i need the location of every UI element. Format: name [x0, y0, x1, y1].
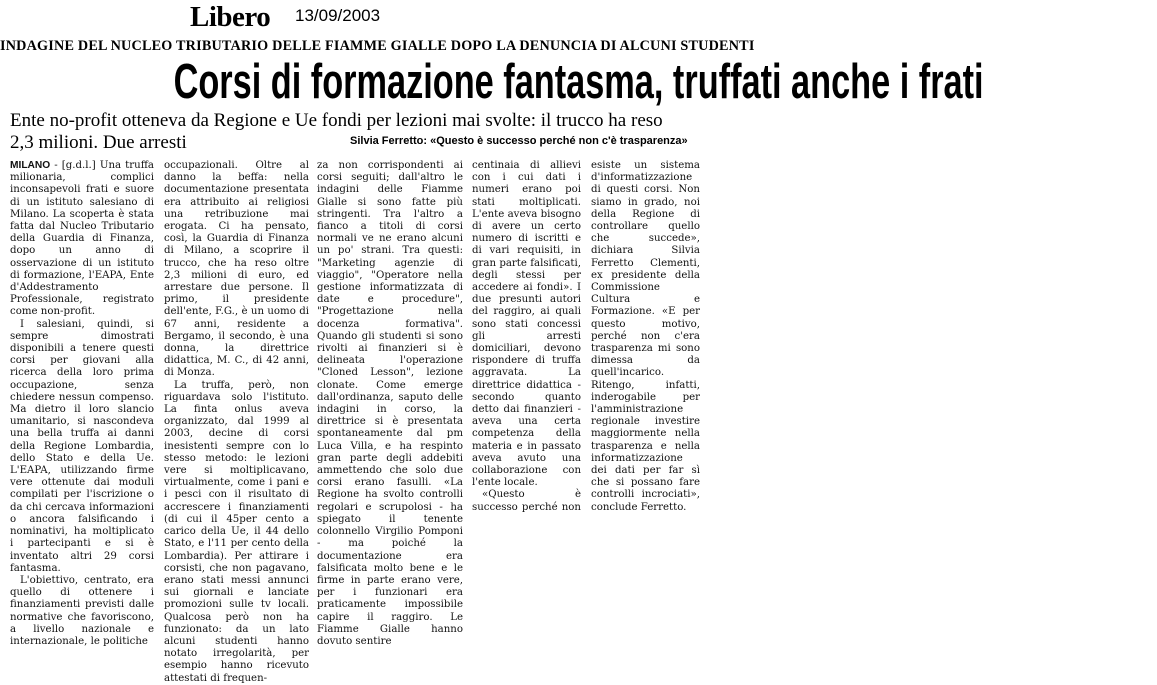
publication-date: 13/09/2003	[295, 6, 381, 25]
byline: - [g.d.l.]	[54, 160, 96, 171]
kicker: INDAGINE DEL NUCLEO TRIBUTARIO DELLE FIAMME GIALLE DOPO LA DENUNCIA DI ALCUNI STUDENTI	[0, 38, 755, 54]
article-paragraph: La truffa, però, non riguardava solo l'istituto. La finta onlus aveva organizzato, dal 1999 al 2003, decine di corsi inesistenti sempre con lo stesso metodo: le lezioni vere si moltiplicavano, virtualmente, come i pani e i pesci con il risultato di accrescere i finanziamenti (di cui il 45per cento a carico della Ue, il 44 dello Stato, e l'11 per cento della Lombardia). Per attirare i corsisti, che non pagavano, erano stati messi annunci sui giornali e lanciate promozioni sulle tv locali. Qualcosa però non ha funzionato: da un lato alcuni studenti hanno notato irregolarità, per esempio hanno ricevuto attestati di frequen-	[164, 379, 309, 684]
article-paragraph: «Questo è successo perché non esiste un sistema d'informatizzazione di questi corsi. Non siamo in grado, noi della Regione di controllare quello che succede», dichiara Silvia Ferretto Clementi, ex presidente della Commissione Cultura e Formazione. «E per questo motivo, perché non c'era trasparenza mi sono dimessa da quell'incarico. Ritengo, infatti, inderogabile per l'amministrazione regionale investire maggiormente nella trasparenza e nella informatizzazione dei dati per far sì che si possano fare controlli incrociati», conclude Ferretto.	[472, 160, 700, 513]
article-column-3	[317, 160, 463, 660]
article-paragraph	[10, 160, 154, 319]
masthead	[0, 0, 700, 34]
article-column-4	[472, 160, 700, 660]
article-column-2	[164, 160, 309, 684]
article-paragraph: L'obiettivo, centrato, era quello di ottenere i finanziamenti previsti dalle normative che favoriscono, a livello nazionale e internazionale, le politiche	[10, 574, 154, 647]
headline	[0, 52, 984, 112]
deck-text: Ente no-profit otteneva da Regione e Ue fondi per lezioni mai svolte: il trucco ha reso 2,3 milioni. Due arresti	[10, 110, 663, 153]
side-quote: Silvia Ferretto: «Questo è successo perché non c'è trasparenza»	[350, 135, 688, 147]
headline-text: Corsi di formazione fantasma, truffati anche i frati	[173, 55, 984, 109]
article-paragraph: I salesiani, quindi, si sempre dimostrati disponibili a tenere questi corsi per giovani alla ricerca della loro prima occupazione, senza chiedere nessun compenso. Ma dietro il loro slancio umanitario, si nascondeva una bella truffa ai danni della Regione Lombardia, dello Stato e della Ue. L'EAPA, utilizzando firme vere ottenute dai moduli compilati per l'iscrizione o da chi cercava informazioni o ancora falsificando i nominativi, ha moltiplicato i partecipanti e si è inventato altri 29 corsi fantasma.	[10, 318, 154, 574]
article-paragraph: occupazionali. Oltre al danno la beffa: nella documentazione presentata era attribuito ai religiosi una retribuzione mai erogata. Ci ha pensato, così, la Guardia di Finanza di Milano, a scoprire il trucco, che ha reso oltre 2,3 milioni di euro, ed arrestare due persone. Il primo, il presidente dell'ente, F.G., è un uomo di 67 anni, residente a Bergamo, il secondo, è una donna, la direttrice didattica, M. C., di 42 anni, di Monza.	[164, 160, 309, 379]
article-column-1	[10, 160, 154, 660]
deck	[10, 110, 690, 154]
article-paragraph: za non corrispondenti ai corsi seguiti; dall'altro le indagini delle Fiamme Gialle si sono fatte più stringenti. Tra l'altro a fianco a titoli di corsi normali ve ne erano alcuni un po' strani. Tra questi: "Marketing agenzie di viaggio", "Operatore nella gestione informatizzata di date e procedure", "Progettazione nella docenza formativa". Quando gli studenti si sono rivolti ai finanzieri si è delineata l'operazione "Cloned Lesson", lezione clonate. Come emerge dall'ordinanza, saputo delle indagini in corso, la direttrice si è presentata spontaneamente dal pm Luca Villa, e ha respinto gran parte degli addebiti ammettendo che solo due corsi erano fasulli. «La Regione ha svolto controlli regolari e scrupolosi - ha spiegato il tenente colonnello Virgilio Pomponi - ma poiché la documentazione era falsificata molto bene e le firme in parte erano vere, per i funzionari era praticamente impossibile capire il raggiro. Le Fiamme Gialle hanno dovuto sentire	[317, 160, 463, 647]
newspaper-logo: Libero	[190, 1, 271, 33]
article-paragraph: centinaia di allievi con i cui dati i numeri erano poi stati moltiplicati. L'ente aveva bisogno di avere un certo numero di iscritti e di vari requisiti, in gran parte falsificati, degli stessi per accedere ai fondi». I due presunti autori del raggiro, ai quali sono stati concessi gli arresti domiciliari, devono rispondere di truffa aggravata. La direttrice didattica - secondo quanto detto dai finanzieri - aveva una certa competenza della materia e in passato aveva avuto una collaborazione con l'ente locale.	[472, 160, 581, 489]
paragraph-text: Una truffa milionaria, complici inconsapevoli frati e suore di un istituto salesiano di Milano. La scoperta è stata fatta dal Nucleo Tributario della Guardia di Finanza, dopo un anno di osservazione di un istituto di formazione, l'EAPA, Ente d'Addestramento Professionale, registrato come non-profit.	[10, 160, 155, 318]
dateline: MILANO	[10, 160, 51, 171]
article-body	[10, 160, 700, 684]
